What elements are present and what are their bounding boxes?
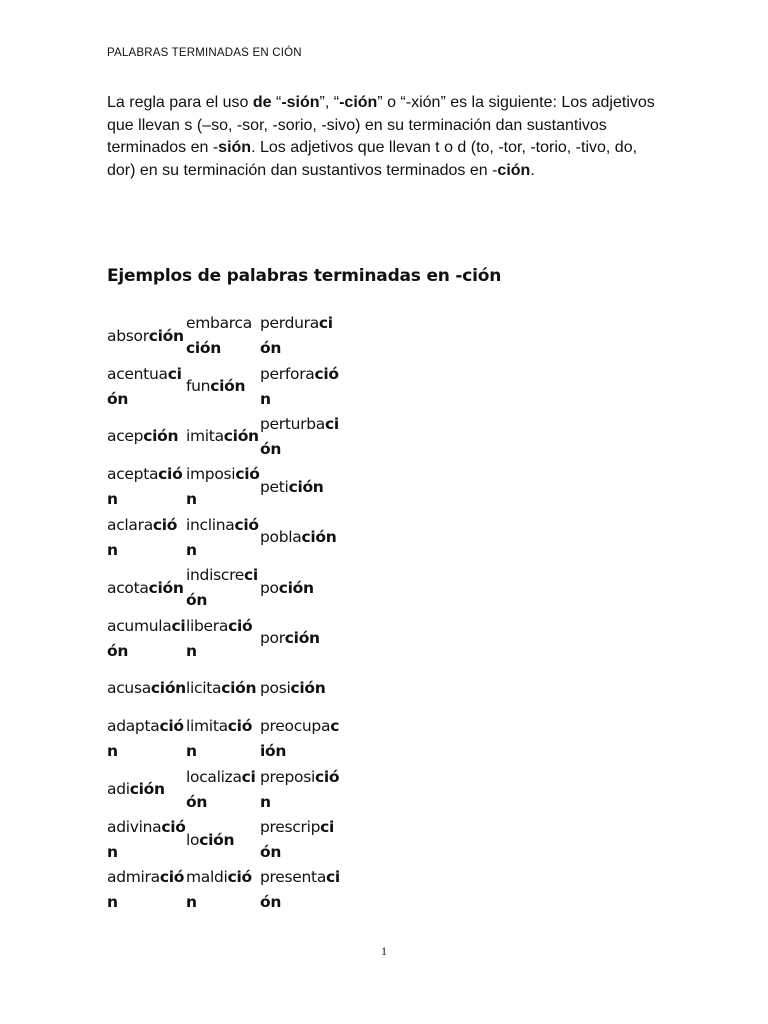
word-cell — [260, 815, 340, 865]
word-cell — [186, 664, 260, 714]
word — [260, 475, 324, 500]
word-stem: imita — [186, 427, 224, 446]
section-heading: Ejemplos de palabras terminadas en -ción — [107, 266, 502, 286]
word-cell — [107, 563, 186, 613]
word-stem: localiza — [186, 767, 242, 786]
word-suffix: ción — [288, 477, 324, 496]
word — [107, 362, 186, 412]
page-number: 1 — [381, 944, 387, 958]
word-stem: maldi — [186, 868, 228, 887]
word-stem: preocupa — [260, 717, 331, 736]
word-suffix: ción — [186, 566, 258, 610]
word-grid — [107, 311, 340, 916]
rule-segment: sión — [218, 139, 252, 156]
word-suffix: ción — [186, 868, 252, 912]
word-stem: admira — [107, 868, 160, 887]
word-cell — [186, 311, 260, 361]
word-stem: acep — [107, 427, 144, 446]
word-suffix: ción — [186, 339, 221, 358]
word-suffix: ción — [260, 414, 339, 458]
word-suffix: ción — [186, 767, 256, 811]
word-stem: licita — [186, 679, 222, 698]
word-suffix: ción — [210, 377, 246, 396]
word-cell — [107, 765, 186, 815]
word-stem: embarca — [186, 314, 252, 333]
word-suffix: ción — [148, 326, 184, 345]
word — [107, 424, 178, 449]
word-stem: perturba — [260, 414, 325, 433]
word — [260, 865, 340, 915]
word-suffix: ción — [107, 465, 183, 509]
word-cell — [186, 714, 260, 764]
rule-segment: ” o “-xión” es la siguiente: Los adjetivos que llevan s (–so, -sor, -sorio, -sivo) en su terminación dan sustantivos terminados en - — [107, 94, 655, 156]
word-stem: perfora — [260, 364, 315, 383]
word-suffix: ción — [260, 364, 339, 408]
word-suffix: ción — [260, 868, 340, 912]
rule-segment: ción — [497, 161, 531, 179]
word — [260, 525, 336, 550]
word-cell — [107, 513, 186, 563]
word-stem: adapta — [107, 717, 160, 736]
word-cell — [260, 563, 340, 613]
word-cell — [107, 361, 186, 411]
word-stem: prescrip — [260, 818, 321, 837]
word-stem: fun — [186, 377, 211, 396]
word — [186, 765, 260, 815]
word-suffix: ción — [107, 364, 182, 408]
word — [186, 462, 260, 512]
word-suffix: ción — [186, 616, 253, 660]
word — [107, 614, 186, 664]
rule-segment: -ción — [339, 94, 378, 111]
word-suffix: ción — [148, 578, 184, 597]
rule-segment: La regla para el uso — [107, 94, 253, 111]
word-stem: acumula — [107, 616, 172, 635]
word-suffix: ción — [143, 427, 179, 446]
word-stem: por — [260, 629, 285, 648]
word-cell — [186, 765, 260, 815]
word-cell — [107, 664, 186, 714]
word-suffix: ción — [107, 717, 184, 761]
word-cell — [107, 714, 186, 764]
word-stem: lo — [186, 830, 200, 849]
word — [260, 626, 320, 651]
word-cell — [186, 613, 260, 663]
word-cell — [186, 412, 260, 462]
word — [186, 714, 260, 764]
word-suffix: ción — [260, 767, 340, 811]
word-stem: limita — [186, 717, 228, 736]
word-stem: acota — [107, 578, 149, 597]
word-suffix: ción — [150, 679, 186, 698]
word — [186, 513, 260, 563]
word — [260, 576, 314, 601]
word-suffix: ción — [107, 515, 178, 559]
word-cell — [186, 513, 260, 563]
word-suffix: ción — [107, 616, 186, 660]
word — [260, 412, 340, 462]
word-stem: acusa — [107, 679, 151, 698]
word-stem: adivina — [107, 818, 162, 837]
word — [186, 563, 260, 613]
word-cell — [107, 815, 186, 865]
rule-segment: . — [530, 161, 535, 179]
word — [186, 614, 260, 664]
word-stem: imposi — [186, 465, 236, 484]
word — [260, 765, 340, 815]
rule-segment: ”, “ — [319, 94, 340, 111]
rule-segment: -sión — [281, 94, 320, 111]
word-cell — [186, 865, 260, 915]
rule-segment: de — [252, 94, 272, 111]
word-cell — [186, 815, 260, 865]
word-stem: acepta — [107, 465, 159, 484]
word-stem: pobla — [260, 528, 302, 547]
word — [107, 676, 186, 701]
word-cell — [186, 361, 260, 411]
word-suffix: ción — [186, 717, 253, 761]
word-cell — [260, 613, 340, 663]
word-cell — [260, 361, 340, 411]
word-cell — [260, 462, 340, 512]
word — [186, 311, 260, 361]
word — [107, 576, 184, 601]
word-suffix: ción — [107, 818, 186, 862]
rule-paragraph — [107, 92, 667, 182]
word-suffix: ción — [223, 427, 259, 446]
word-suffix: ción — [301, 528, 337, 547]
word-stem: po — [260, 578, 279, 597]
word-cell — [107, 311, 186, 361]
word-suffix: ción — [129, 780, 165, 799]
word-stem: peti — [260, 477, 289, 496]
word — [260, 362, 340, 412]
rule-segment: “ — [271, 94, 282, 111]
word-cell — [260, 311, 340, 361]
word-cell — [107, 412, 186, 462]
word-suffix: ción — [278, 578, 314, 597]
word-stem: libera — [186, 616, 229, 635]
page-header: PALABRAS TERMINADAS EN CIÓN — [107, 47, 302, 59]
word-cell — [260, 765, 340, 815]
word — [260, 311, 340, 361]
word-suffix: ción — [221, 679, 257, 698]
word-cell — [186, 563, 260, 613]
word-cell — [260, 664, 340, 714]
word-cell — [107, 613, 186, 663]
word — [260, 714, 340, 764]
word — [186, 828, 234, 853]
word-suffix: ción — [290, 679, 326, 698]
word — [107, 777, 165, 802]
word-cell — [260, 714, 340, 764]
word — [107, 815, 186, 865]
word-suffix: ción — [186, 515, 259, 559]
word-cell — [260, 865, 340, 915]
word-cell — [260, 513, 340, 563]
word — [186, 374, 245, 399]
word-suffix: ción — [284, 629, 320, 648]
word-stem: acentua — [107, 364, 168, 383]
word-stem: aclara — [107, 515, 153, 534]
word — [186, 424, 259, 449]
word-cell — [260, 412, 340, 462]
word-stem: adi — [107, 780, 130, 799]
word-suffix: ción — [260, 818, 335, 862]
word-suffix: ción — [199, 830, 235, 849]
word — [186, 676, 256, 701]
word-suffix: ción — [186, 465, 260, 509]
word-stem: absor — [107, 326, 149, 345]
word — [260, 676, 326, 701]
word — [186, 865, 260, 915]
word-stem: posi — [260, 679, 291, 698]
word — [107, 462, 186, 512]
word — [107, 865, 186, 915]
word-suffix: ción — [260, 314, 333, 358]
word-cell — [107, 462, 186, 512]
word-suffix: ción — [107, 868, 185, 912]
word-stem: presenta — [260, 868, 327, 887]
word-stem: inclina — [186, 515, 235, 534]
word-stem: perdura — [260, 314, 319, 333]
word-stem: preposi — [260, 767, 316, 786]
word — [107, 324, 184, 349]
word-cell — [107, 865, 186, 915]
word — [260, 815, 340, 865]
word — [107, 714, 186, 764]
word — [107, 513, 186, 563]
word-suffix: ción — [260, 717, 340, 761]
rule-segment: . Los adjetivos que llevan t o d (to, -tor, -torio, -tivo, do, dor) en su terminación dan sustantivos terminados en - — [107, 139, 638, 179]
word-stem: indiscre — [186, 566, 245, 585]
word-cell — [186, 462, 260, 512]
